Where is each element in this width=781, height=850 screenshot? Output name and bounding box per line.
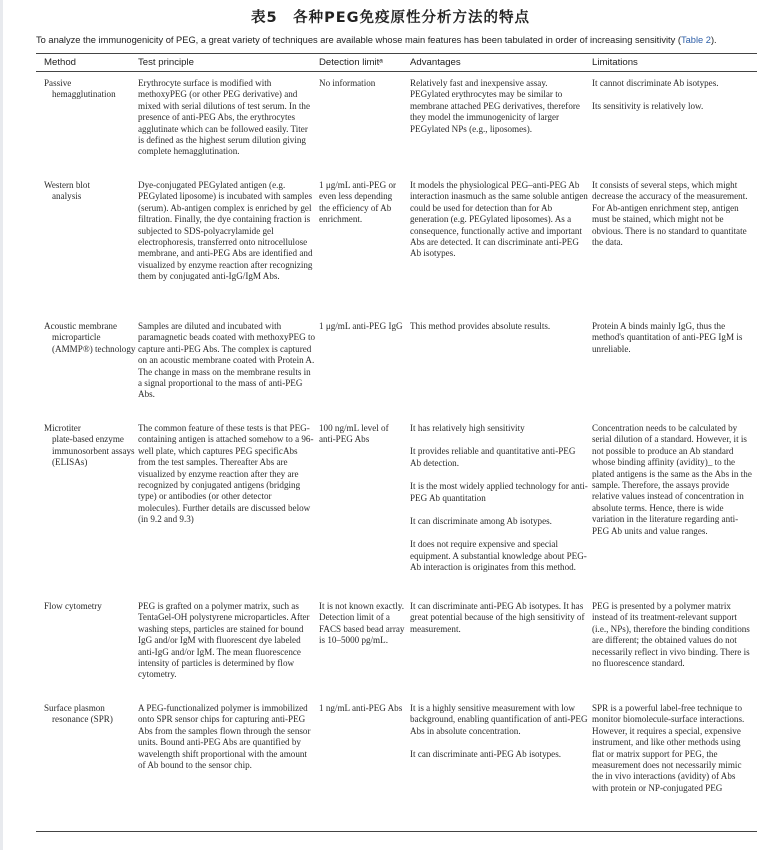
header-detection-limit: Detection limitᵃ xyxy=(319,57,383,68)
method-cell xyxy=(44,180,139,203)
principle-cell: The common feature of these tests is that PEG-containing antigen is attached somehow to a 96-well plate, which captures PEG specificAbs from the test samples. Thereafter Abs are visualized by enzyme reaction after they are recognized by conjugated antigens (bridging type) or antibodies (or other detector molecules). Further details are discussed below (in 9.2 and 9.3) xyxy=(138,423,314,525)
limitation-text: SPR is a powerful label-free technique to monitor biomolecule-surface interactions. However, it requires a special, expensive instrument, and like other methods using flat or matrix support for PEG, the measurement does not necessarily mimic the in vivo interactions (avidity) of Abs with protein or NP-conjugated PEG xyxy=(592,703,745,793)
limitation-text: Its sensitivity is relatively low. xyxy=(592,101,704,112)
method-name-cont: hemagglutination xyxy=(52,89,116,100)
table-caption xyxy=(36,35,756,45)
advantage-text: It models the physiological PEG–anti-PEG Ab interaction inasmuch as the same soluble antigen could be used for detection than for Ab generation (e.g. PEGylated liposomes). As a consequence, functionally active and important Abs are detected. It can discriminate anti-PEG Ab isotypes. xyxy=(410,180,588,259)
table-reference-link[interactable]: Table 2 xyxy=(680,35,711,45)
limitation-text: It consists of several steps, which might decrease the accuracy of the measurement. xyxy=(592,180,748,202)
method-cell xyxy=(44,601,139,612)
advantages-cell xyxy=(410,601,588,635)
top-rule xyxy=(36,53,757,54)
method-cell xyxy=(44,703,139,726)
method-name-cont: plate-based enzyme immunosorbent assays (ELISAs) xyxy=(52,434,135,468)
detection-limit-cell: 100 ng/mL level of anti-PEG Abs xyxy=(319,423,389,445)
header-advantages: Advantages xyxy=(410,57,461,68)
principle-cell: Erythrocyte surface is modified with methoxyPEG (or other PEG derivative) and mixed with serial dilutions of test serum. In the presence of anti-PEG Abs, the erythrocytes agglutinate which can be followed easily. Titer is defined as the highest serum dilution giving complete hemagglutination. xyxy=(138,78,310,157)
method-name: Surface plasmon xyxy=(44,703,105,713)
advantages-cell xyxy=(410,423,588,574)
method-cell xyxy=(44,423,139,469)
limitations-cell xyxy=(592,423,752,537)
principle-cell: Dye-conjugated PEGylated antigen (e.g. PEGylated liposome) is incubated with samples (serum). Ab-antigen complex is enriched by gel filtration. Finally, the dye containing fraction is subjected to SDS-polyacrylamide gel electrophoresis, transferred onto nitrocellulose membrane, and anti-PEG Abs are identified and visualized by enzyme reaction after recognizing them by conjugated anti-IgG/IgM Abs. xyxy=(138,180,313,282)
principle-cell: A PEG-functionalized polymer is immobilized onto SPR sensor chips for capturing anti-PEG Abs from the samples flown through the sensor units. Bound anti-PEG Abs are quantified by wavelength shift proportional with the amount of Ab bound to the sensor chip. xyxy=(138,703,311,771)
advantage-text: It can discriminate anti-PEG Ab isotypes. It has great potential because of the high sensitivity of measurement. xyxy=(410,601,585,634)
header-limitations: Limitations xyxy=(592,57,638,68)
advantages-cell xyxy=(410,180,588,260)
advantage-text: It is the most widely applied technology for anti-PEG Ab quantitation xyxy=(410,481,588,503)
method-cell xyxy=(44,78,139,101)
method-name-cont: resonance (SPR) xyxy=(52,714,113,725)
method-name: Flow cytometry xyxy=(44,601,102,611)
advantage-text: Relatively fast and inexpensive assay. PEGylated erythrocytes may be similar to membrane attached PEG derivatives, therefore they model the immunogenicity of larger PEGylated NPs (e.g., liposomes). xyxy=(410,78,580,134)
advantage-text: It can discriminate anti-PEG Ab isotypes. xyxy=(410,749,562,760)
principle-cell: PEG is grafted on a polymer matrix, such as TentaGel-OH polystyrene microparticles. After washing steps, particles are stained for bound IgG and/or IgM with fluorescent dye labeled anti-IgG and/or IgM. The mean fluorescence intensity of particles is determined by flow cytometry. xyxy=(138,601,310,680)
limitation-text: For Ab-antigen enrichment step, antigen must be stained, which might not be obvious. There is no standard to quantitate the data. xyxy=(592,202,747,248)
advantage-text: It does not require expensive and special equipment. A substantial knowledge about PEG-Ab interaction is originates from this method. xyxy=(410,539,587,573)
left-edge-strip xyxy=(0,0,3,850)
principle-cell: Samples are diluted and incubated with paramagnetic beads coated with methoxyPEG to capture anti-PEG Abs. The complex is captured on an acoustic membrane coated with Protein A. The change in mass on the membrane results in a signal proportional to the mass of anti-PEG Abs. xyxy=(138,321,316,400)
limitations-cell xyxy=(592,180,752,248)
limitations-cell xyxy=(592,78,752,113)
advantage-text: It is a highly sensitive measurement with low background, enabling quantification of anti-PEG Abs in absolute concentration. xyxy=(410,703,588,736)
limitations-cell xyxy=(592,321,752,355)
header-rule xyxy=(36,71,757,72)
method-cell xyxy=(44,321,139,355)
method-name-cont: analysis xyxy=(52,191,82,202)
header-method: Method xyxy=(44,57,76,68)
advantage-text: This method provides absolute results. xyxy=(410,321,551,331)
caption-end: ). xyxy=(710,35,717,45)
limitation-text: It cannot discriminate Ab isotypes. xyxy=(592,78,719,88)
method-name: Microtiter xyxy=(44,423,81,433)
detection-limit-cell: It is not known exactly. Detection limit of a FACS based bead array is 10–5000 pg/mL. xyxy=(319,601,405,646)
limitations-cell xyxy=(592,703,752,794)
detection-limit-cell: 1 μg/mL anti-PEG IgG xyxy=(319,321,403,331)
method-name: Acoustic membrane xyxy=(44,321,117,331)
header-test-principle: Test principle xyxy=(138,57,194,68)
advantage-text: It can discriminate among Ab isotypes. xyxy=(410,516,552,527)
table-title: 表5 各种PEG免疫原性分析方法的特点 xyxy=(250,10,531,26)
method-name: Passive xyxy=(44,78,72,88)
detection-limit-cell: 1 ng/mL anti-PEG Abs xyxy=(319,703,403,713)
limitation-text: Protein A binds mainly IgG, thus the method's quantitation of anti-PEG IgM is unreliable. xyxy=(592,321,743,354)
bottom-rule xyxy=(36,831,757,832)
method-name-cont: microparticle (AMMP®) technology xyxy=(52,332,136,354)
advantages-cell xyxy=(410,321,588,332)
detection-limit-cell: 1 μg/mL anti-PEG or even less depending the efficiency of Ab enrichment. xyxy=(319,180,397,225)
detection-limit-cell: No information xyxy=(319,78,376,88)
advantages-cell xyxy=(410,78,588,135)
advantage-text: It provides reliable and quantitative anti-PEG Ab detection. xyxy=(410,446,576,468)
limitation-text: PEG is presented by a polymer matrix instead of its treatment-relevant support (i.e., NPs), therefore the binding conditions are different; the obtained values do not necessarily reflect in vivo binding. There is no fluorescence standard. xyxy=(592,601,750,669)
limitations-cell xyxy=(592,601,752,669)
limitation-text: Concentration needs to be calculated by serial dilution of a standard. However, it is not possible to produce an Ab standard whose binding affinity (avidity)_ to the plated antigens is the same as the Abs in the sample. Therefore, the assays provide relative values instead of concentration in absolute terms. Hence, there is wide variation in the literature regarding anti-PEG Ab units and value ranges. xyxy=(592,423,752,536)
method-name: Western blot xyxy=(44,180,90,190)
advantages-cell xyxy=(410,703,588,761)
caption-text: To analyze the immunogenicity of PEG, a great variety of techniques are available whose main features has been tabulated in order of increasing sensitivity ( xyxy=(36,35,681,45)
advantage-text: It has relatively high sensitivity xyxy=(410,423,525,433)
